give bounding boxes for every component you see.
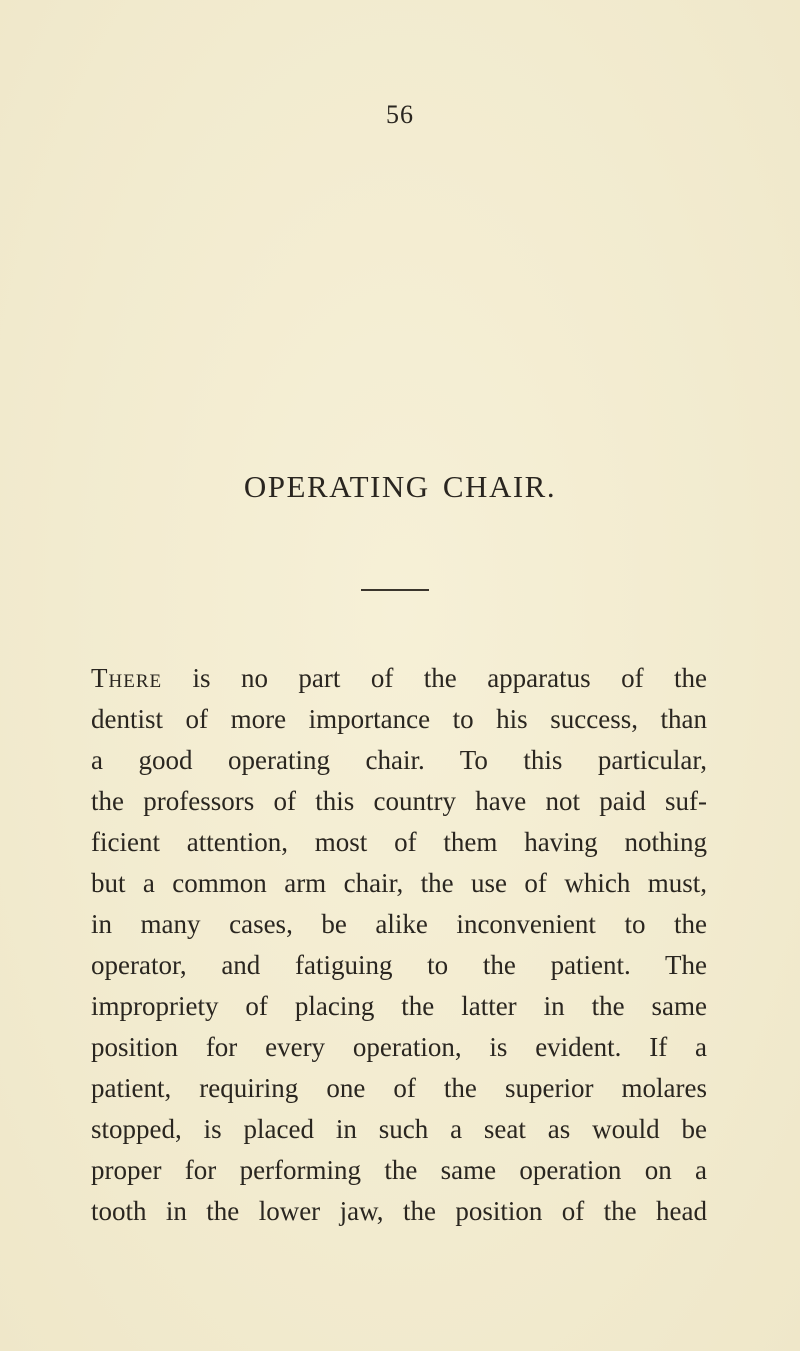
text-line: stopped, is placed in such a seat as would be [91, 1114, 707, 1144]
text-line: the professors of this country have not paid suf- [91, 786, 707, 816]
text-line: but a common arm chair, the use of which must, [91, 868, 707, 898]
text-line-content: is no part of the apparatus of the [162, 663, 707, 693]
text-line: tooth in the lower jaw, the position of the head [91, 1196, 707, 1226]
text-line: dentist of more importance to his success, than [91, 704, 707, 734]
text-line: ficient attention, most of them having nothing [91, 827, 707, 857]
page-number: 56 [386, 100, 414, 129]
text-line: position for every operation, is evident. If a [91, 1032, 707, 1062]
section-heading: OPERATING CHAIR. [243, 469, 557, 504]
text-line: operator, and fatiguing to the patient. The [91, 950, 707, 980]
text-line: in many cases, be alike inconvenient to the [91, 909, 707, 939]
body-paragraph [91, 658, 707, 1232]
text-line: a good operating chair. To this particular, [91, 745, 707, 775]
lead-word: There [91, 663, 163, 693]
text-line: impropriety of placing the latter in the same [91, 991, 707, 1021]
text-line [91, 658, 707, 699]
heading-rule [361, 589, 429, 591]
text-line: proper for performing the same operation on a [91, 1155, 707, 1185]
text-line: patient, requiring one of the superior molares [91, 1073, 707, 1103]
